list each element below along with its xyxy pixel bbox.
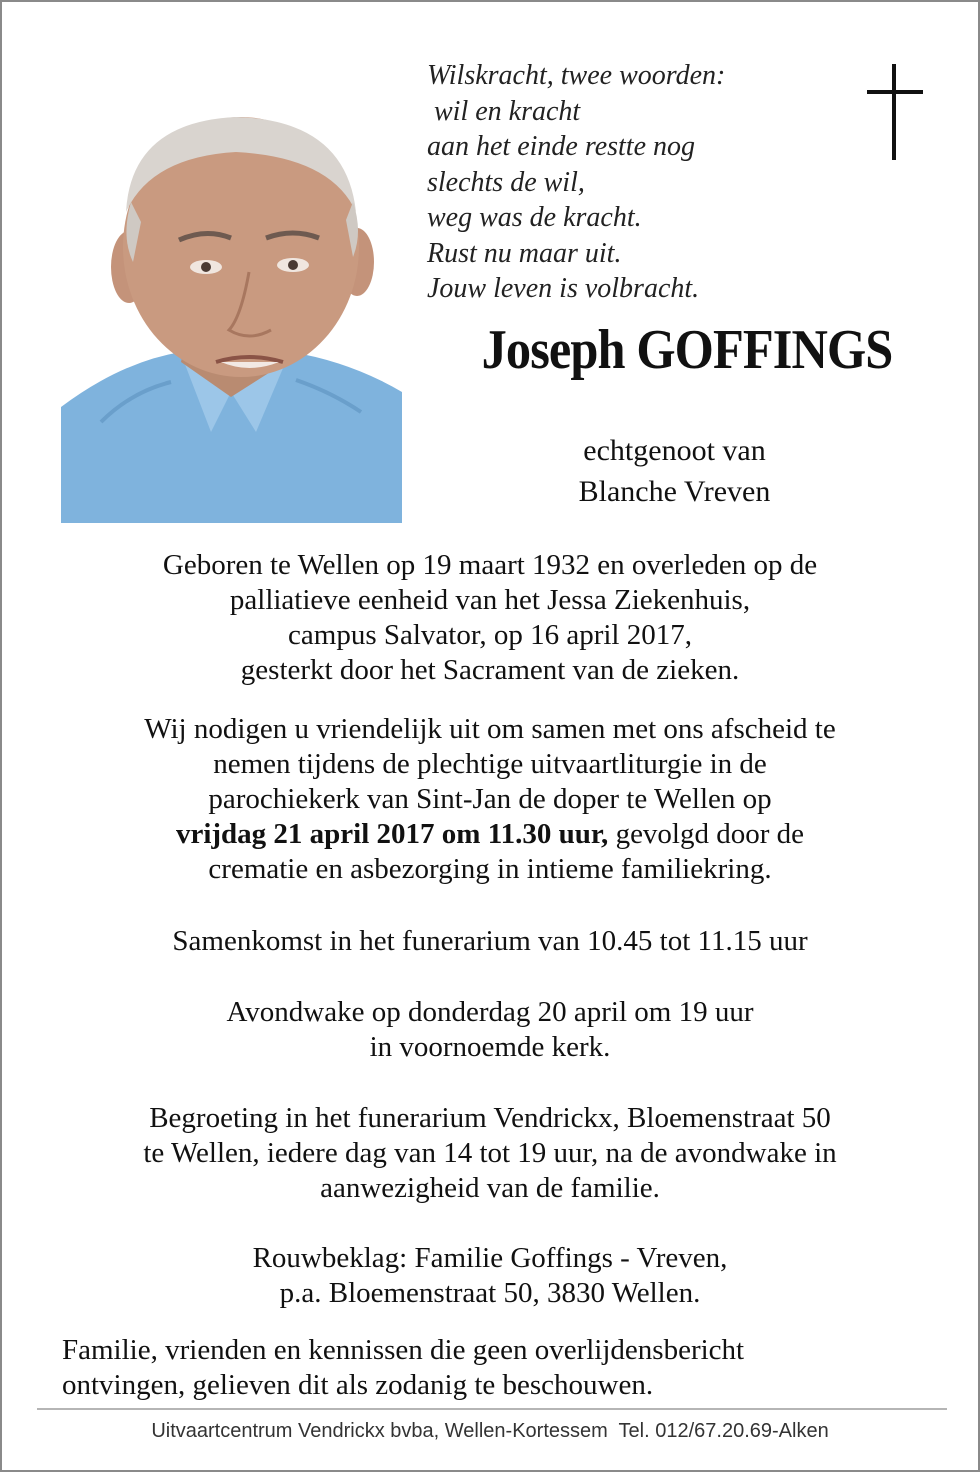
poem-line: Jouw leven is volbracht. xyxy=(427,273,700,304)
text-line: Familie, vrienden en kennissen die geen overlijdensbericht xyxy=(62,1334,745,1366)
text-line: crematie en asbezorging in intieme familiekring. xyxy=(208,853,772,885)
text-line: Begroeting in het funerarium Vendrickx, Bloemenstraat 50 xyxy=(149,1102,831,1134)
text-line: Wij nodigen u vriendelijk uit om samen met ons afscheid te xyxy=(144,713,836,745)
poem-line: weg was de kracht. xyxy=(427,202,642,233)
text-line: palliatieve eenheid van het Jessa Ziekenhuis, xyxy=(229,584,751,616)
text-line: in voornoemde kerk. xyxy=(369,1031,611,1063)
condolences-paragraph xyxy=(32,1241,948,1311)
funeral-date: vrijdag 21 april 2017 om 11.30 uur, xyxy=(175,818,609,850)
funeral-home-footer: Uitvaartcentrum Vendrickx bvba, Wellen-Kortessem Tel. 012/67.20.69-Alken xyxy=(151,1420,829,1442)
text-line xyxy=(32,817,948,852)
footer-divider xyxy=(37,1408,947,1410)
text-line: aanwezigheid van de familie. xyxy=(320,1172,660,1204)
poem-line: Wilskracht, twee woorden: xyxy=(427,60,726,91)
invitation-paragraph xyxy=(32,712,948,887)
spouse-info xyxy=(502,430,847,512)
greeting-paragraph xyxy=(32,1101,948,1206)
vigil-paragraph xyxy=(32,995,948,1065)
text-line: Samenkomst in het funerarium van 10.45 tot 11.15 uur xyxy=(172,925,808,957)
text-line: gesterkt door het Sacrament van de zieken. xyxy=(240,654,740,686)
gathering-paragraph xyxy=(32,924,948,959)
poem-line: Rust nu maar uit. xyxy=(427,237,622,269)
text-line: Rouwbeklag: Familie Goffings - Vreven, xyxy=(252,1242,728,1274)
spouse-line: echtgenoot van xyxy=(583,434,766,467)
poem-line: wil en kracht xyxy=(427,95,581,127)
spouse-name: Blanche Vreven xyxy=(578,475,771,508)
birth-paragraph xyxy=(32,548,948,688)
portrait-photo xyxy=(61,62,402,523)
text-line: parochiekerk van Sint-Jan de doper te Wellen op xyxy=(208,783,772,815)
text-line: Geboren te Wellen op 19 maart 1932 en overleden op de xyxy=(162,549,818,581)
text-line: ontvingen, gelieven dit als zodanig te beschouwen. xyxy=(62,1369,654,1401)
memorial-poem xyxy=(427,58,827,307)
text-line: nemen tijdens de plechtige uitvaartliturgie in de xyxy=(213,748,767,780)
text-fragment: gevolgd door de xyxy=(608,818,805,850)
deceased-name: Joseph GOFFINGS xyxy=(481,319,893,381)
poem-line: aan het einde restte nog xyxy=(427,131,696,162)
text-line: Avondwake op donderdag 20 april om 19 uur xyxy=(226,996,754,1028)
text-line: p.a. Bloemenstraat 50, 3830 Wellen. xyxy=(279,1277,701,1309)
poem-line: slechts de wil, xyxy=(427,166,585,198)
cross-icon xyxy=(864,64,926,164)
notice-paragraph xyxy=(62,1333,942,1403)
text-line: te Wellen, iedere dag van 14 tot 19 uur, na de avondwake in xyxy=(143,1137,837,1169)
text-line: campus Salvator, op 16 april 2017, xyxy=(288,619,692,651)
